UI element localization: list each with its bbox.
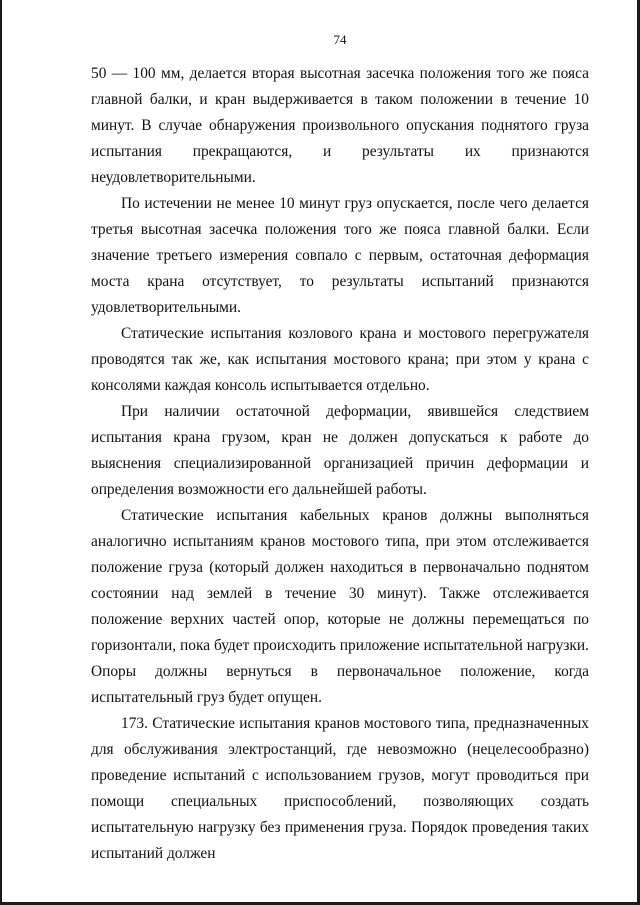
paragraph-continuation: 50 — 100 мм, делается вторая высотная засечка положения того же пояса главной балки, и кран выдерживается в таком положении в течение 10 минут. В случае обнаружения произвольного опускания поднятого груза испытания прекращаются, и результаты их признаются неудовлетворительными.: [91, 65, 589, 186]
paragraph-gantry-crane: Статические испытания козлового крана и мостового перегружателя проводятся так же, как испытания мостового крана; при этом у крана с консолями каждая консоль испытывается отдельно.: [91, 325, 589, 394]
paragraph-173-power-plants: 173. Статические испытания кранов мостового типа, предназначенных для обслуживания электростанций, где невозможно (нецелесообразно) проведение испытаний с использованием грузов, могут проводиться при помощи специальных приспособлений, позволяющих создать испытательную нагрузку без применения груза. Порядок проведения таких испытаний должен: [91, 715, 589, 862]
paragraph-third-measurement: По истечении не менее 10 минут груз опускается, после чего делается третья высотная засечка положения того же пояса главной балки. Если значение третьего измерения совпало с первым, остаточная деформация моста крана отсутствует, то результаты испытаний признаются удовлетворительными.: [91, 195, 589, 316]
paragraph-cable-cranes: Статические испытания кабельных кранов должны выполняться аналогично испытаниям кранов мостового типа, при этом отслеживается положение груза (который должен находиться в первоначально поднятом состоянии над землей в течение 30 минут). Также отслеживается положение верхних частей опор, которые не должны перемещаться по горизонтали, пока будет происходить приложение испытательной нагрузки. Опоры должны вернуться в первоначальное положение, когда испытательный груз будет опущен.: [91, 507, 589, 706]
paragraph-residual-deformation: При наличии остаточной деформации, явившейся следствием испытания крана грузом, кран не должен допускаться к работе до выяснения специализированной организацией причин деформации и определения возможности его дальнейшей работы.: [91, 403, 589, 498]
document-body: [91, 61, 589, 867]
page-number: 74: [333, 32, 347, 47]
